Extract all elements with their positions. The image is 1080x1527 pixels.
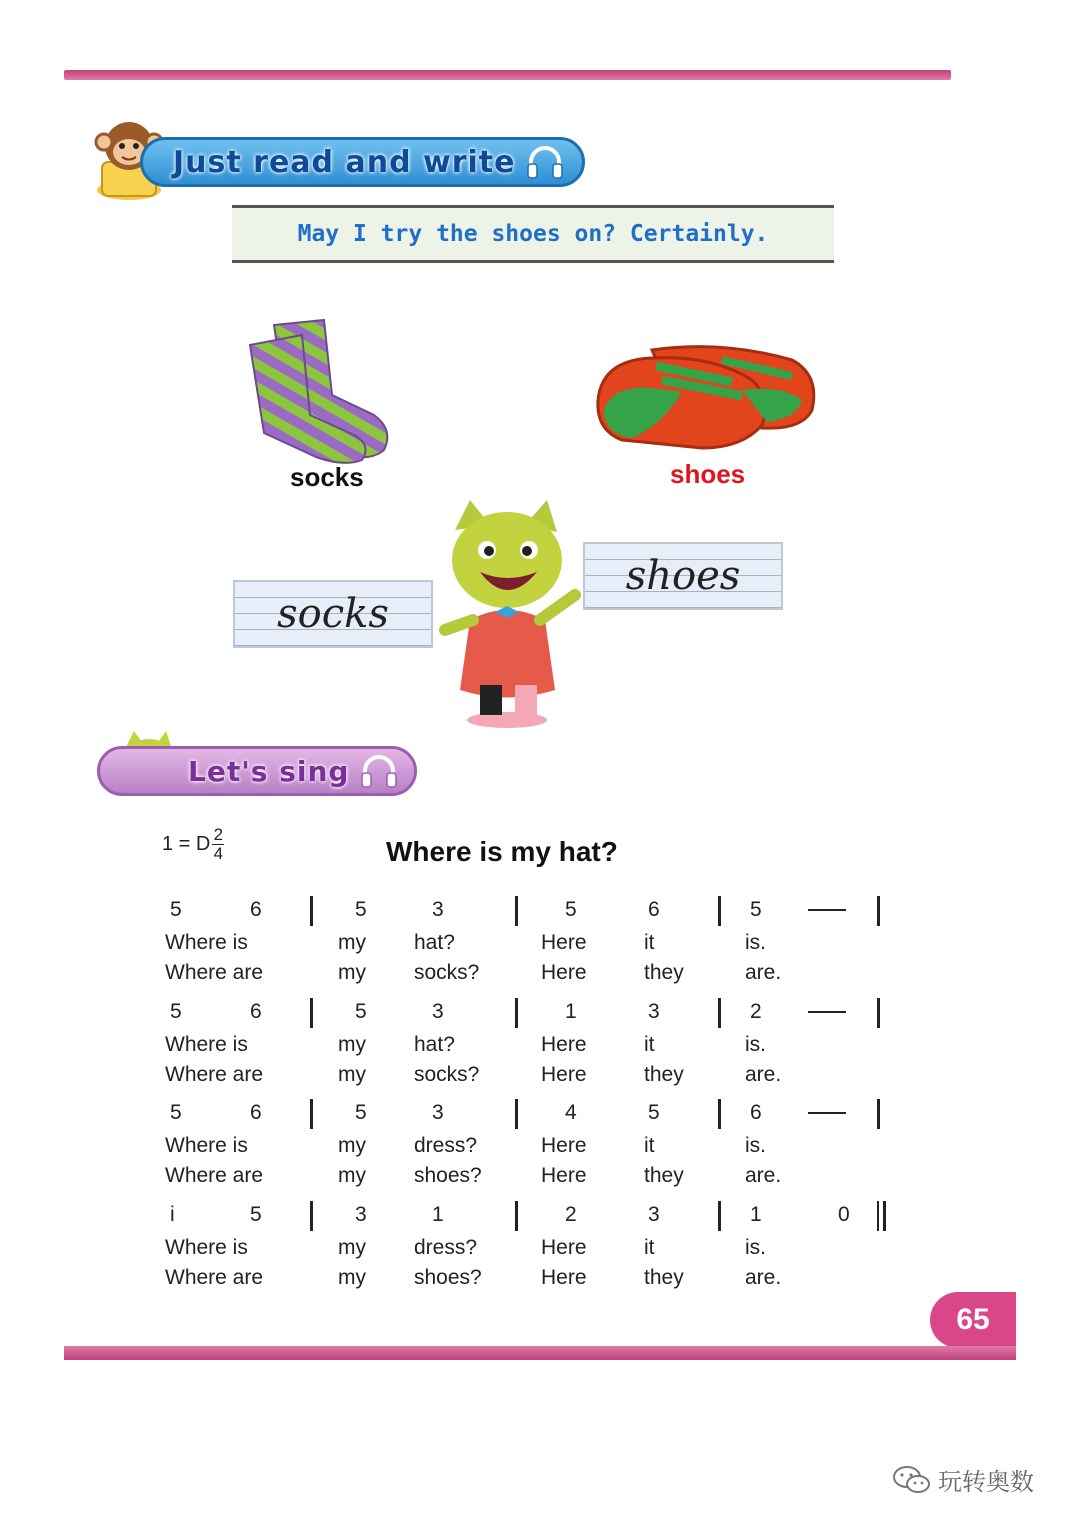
- hold-dash: [808, 1112, 846, 1114]
- note: 3: [355, 1203, 367, 1226]
- bar-line: [310, 1201, 313, 1231]
- note: 3: [432, 1000, 444, 1023]
- lyric-word: my: [338, 1063, 366, 1086]
- bar-line: [718, 896, 721, 926]
- note: 5: [250, 1203, 262, 1226]
- watermark-text: 玩转奥数: [938, 1468, 1034, 1496]
- bar-line: [515, 896, 518, 926]
- phrase-text: May I try the shoes on? Certainly.: [297, 221, 769, 247]
- lyric-word: my: [338, 1236, 366, 1259]
- bar-line: [877, 1201, 879, 1231]
- shoes-label: shoes: [670, 459, 746, 489]
- lyric-word: are.: [745, 961, 782, 984]
- lyric-word: Here: [541, 931, 587, 954]
- wechat-icon: [892, 1464, 932, 1496]
- note: 3: [432, 898, 444, 921]
- lyric-word: my: [338, 931, 366, 954]
- socks-icon: [244, 305, 414, 465]
- note: 5: [170, 1000, 182, 1023]
- hold-dash: [808, 909, 846, 911]
- bar-line: [310, 1099, 313, 1129]
- note: 5: [355, 1000, 367, 1023]
- lyric-word: Here: [541, 1063, 587, 1086]
- bar-line: [310, 896, 313, 926]
- lyric-word: they: [644, 961, 684, 984]
- bar-line: [718, 1099, 721, 1129]
- final-bar-line: [883, 1201, 886, 1231]
- note: 5: [170, 1101, 182, 1124]
- note: 4: [565, 1101, 577, 1124]
- lyric-word: hat?: [414, 931, 455, 954]
- shoes-word-card: [583, 542, 783, 610]
- bar-line: [877, 1099, 880, 1129]
- lyric-word: are.: [745, 1266, 782, 1289]
- socks-word-card: [233, 580, 433, 648]
- note: 2: [750, 1000, 762, 1023]
- lyric-word: socks?: [414, 1063, 480, 1086]
- note: 6: [750, 1101, 762, 1124]
- card-text: shoes: [625, 553, 741, 599]
- key-text: 1 = D: [162, 833, 211, 855]
- note: 3: [432, 1101, 444, 1124]
- rest-note: 0: [838, 1203, 850, 1226]
- lyric-word: is.: [745, 931, 766, 954]
- note: 1: [750, 1203, 762, 1226]
- note: 5: [750, 898, 762, 921]
- lyric-word: is.: [745, 1033, 766, 1056]
- bar-line: [515, 998, 518, 1028]
- page-bottom-rule: [64, 1346, 1016, 1360]
- lyric-word: it: [644, 1236, 655, 1259]
- lyric-word: Where is: [165, 931, 248, 954]
- section-title: Just read and write: [173, 144, 516, 180]
- lyric-word: they: [644, 1266, 684, 1289]
- note: 5: [170, 898, 182, 921]
- section-title: Let's sing: [188, 754, 350, 788]
- lyric-word: is.: [745, 1134, 766, 1157]
- note: 5: [355, 1101, 367, 1124]
- note: 5: [565, 898, 577, 921]
- page-number: 65: [956, 1303, 990, 1336]
- lyric-word: it: [644, 1134, 655, 1157]
- lyric-word: my: [338, 1033, 366, 1056]
- note: 3: [648, 1203, 660, 1226]
- lyric-word: they: [644, 1164, 684, 1187]
- lyric-word: Here: [541, 961, 587, 984]
- song-title: Where is my hat?: [386, 836, 618, 867]
- note: 5: [355, 898, 367, 921]
- lyric-word: Where is: [165, 1236, 248, 1259]
- lyric-word: Here: [541, 1033, 587, 1056]
- time-denominator: 4: [213, 844, 224, 863]
- lyric-word: it: [644, 931, 655, 954]
- note: i: [170, 1203, 175, 1226]
- hold-dash: [808, 1011, 846, 1013]
- lyric-word: my: [338, 961, 366, 984]
- lyric-word: it: [644, 1033, 655, 1056]
- lyric-word: my: [338, 1266, 366, 1289]
- note: 1: [432, 1203, 444, 1226]
- bar-line: [515, 1099, 518, 1129]
- lyric-word: Where are: [165, 1063, 264, 1086]
- section-banner-read-write: [140, 137, 585, 187]
- cat-mascot-icon: [425, 500, 590, 732]
- lyric-word: shoes?: [414, 1266, 482, 1289]
- headphones-icon[interactable]: [525, 144, 565, 180]
- note: 6: [250, 1000, 262, 1023]
- socks-label: socks: [290, 462, 364, 492]
- lyric-word: Here: [541, 1134, 587, 1157]
- page-number-badge: [930, 1292, 1016, 1348]
- card-text: socks: [277, 591, 389, 637]
- lyric-word: my: [338, 1164, 366, 1187]
- lyric-word: Here: [541, 1266, 587, 1289]
- lyric-word: Where is: [165, 1134, 248, 1157]
- time-signature: [212, 826, 224, 863]
- key-signature: [162, 826, 224, 863]
- note: 6: [250, 1101, 262, 1124]
- lyric-word: are.: [745, 1164, 782, 1187]
- lyric-word: shoes?: [414, 1164, 482, 1187]
- note: 3: [648, 1000, 660, 1023]
- lyric-word: Where is: [165, 1033, 248, 1056]
- lyric-word: Here: [541, 1164, 587, 1187]
- lyric-word: are.: [745, 1063, 782, 1086]
- lyric-word: dress?: [414, 1134, 478, 1157]
- time-numerator: 2: [213, 825, 224, 844]
- lyric-word: Where are: [165, 1266, 264, 1289]
- page-top-rule: [64, 70, 951, 80]
- bar-line: [877, 998, 880, 1028]
- section-banner-sing: [97, 746, 417, 796]
- bar-line: [515, 1201, 518, 1231]
- note: 2: [565, 1203, 577, 1226]
- bar-line: [310, 998, 313, 1028]
- headphones-icon[interactable]: [359, 753, 399, 789]
- lyric-word: is.: [745, 1236, 766, 1259]
- bar-line: [877, 896, 880, 926]
- note: 6: [250, 898, 262, 921]
- note: 1: [565, 1000, 577, 1023]
- lyric-word: Where are: [165, 961, 264, 984]
- lyric-word: dress?: [414, 1236, 478, 1259]
- watermark: [892, 1462, 1034, 1497]
- lyric-word: hat?: [414, 1033, 455, 1056]
- lyric-word: Where are: [165, 1164, 264, 1187]
- phrase-strip: [232, 205, 834, 263]
- shoes-icon: [592, 330, 824, 458]
- lyric-word: they: [644, 1063, 684, 1086]
- note: 5: [648, 1101, 660, 1124]
- bar-line: [718, 998, 721, 1028]
- lyric-word: my: [338, 1134, 366, 1157]
- lyric-word: socks?: [414, 961, 480, 984]
- bar-line: [718, 1201, 721, 1231]
- note: 6: [648, 898, 660, 921]
- lyric-word: Here: [541, 1236, 587, 1259]
